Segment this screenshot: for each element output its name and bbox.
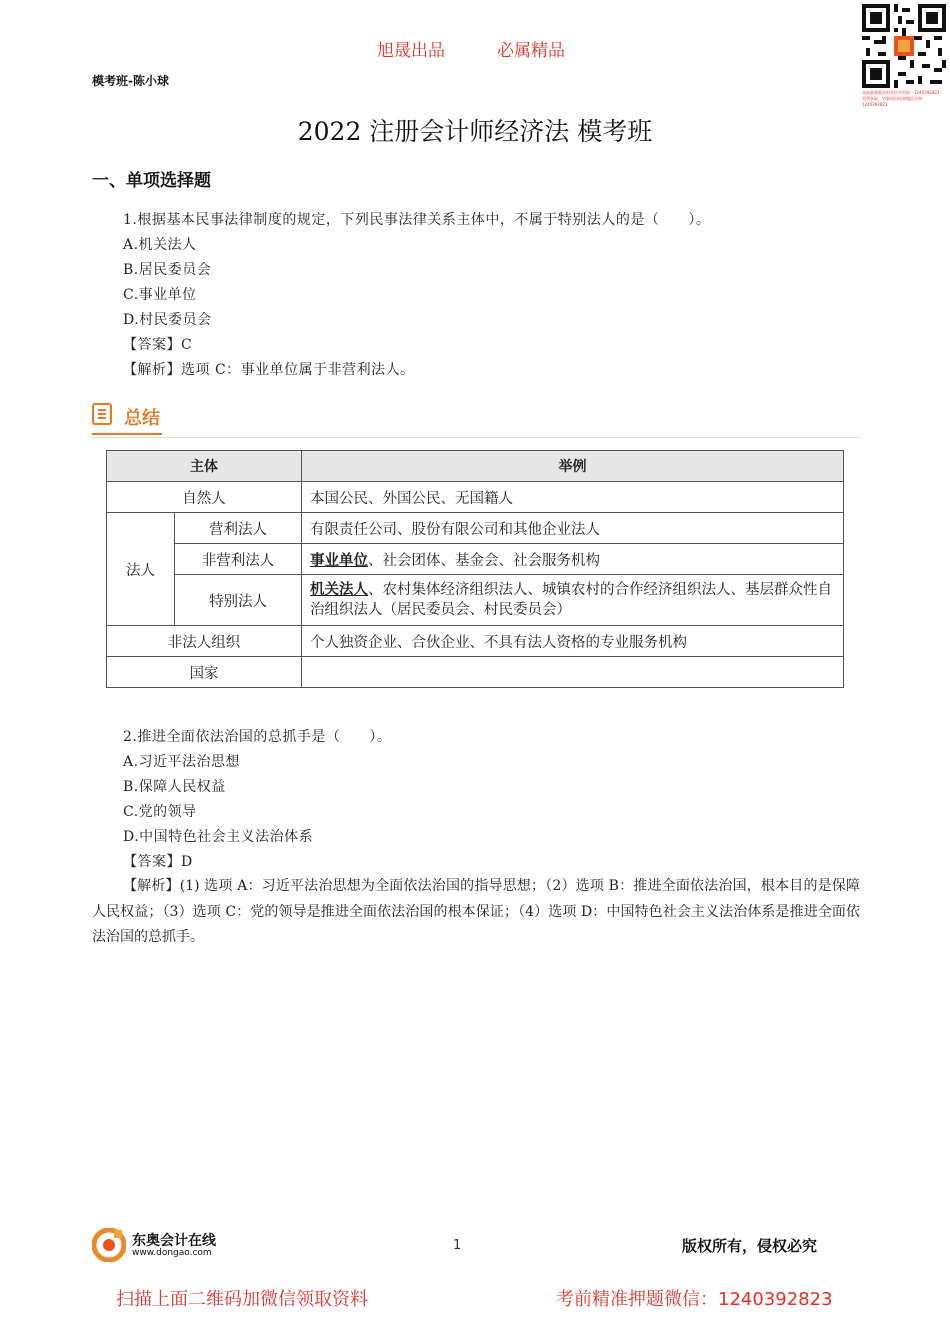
table-row [107, 513, 844, 544]
summary-underline [92, 433, 162, 435]
table-row [107, 575, 844, 626]
cell-subject: 营利法人 [175, 513, 302, 544]
q1-option-b: B.居民委员会 [123, 262, 212, 278]
header-example: 举例 [302, 451, 844, 482]
q2-option-c: C.党的领导 [123, 804, 197, 820]
q2-stem: 2.推进全面依法治国的总抓手是（ ）。 [123, 729, 392, 745]
summary-header [92, 403, 860, 438]
dongao-logo-icon [92, 1228, 126, 1262]
cell-example [302, 657, 844, 688]
cell-subject: 国家 [107, 657, 302, 688]
bottom-right-promo: 考前精准押题微信：1240392823 [556, 1289, 833, 1310]
cell-subject: 非法人组织 [107, 626, 302, 657]
q1-answer: 【答案】C [123, 337, 193, 353]
summary-label: 总结 [124, 408, 160, 429]
cell-subject: 特别法人 [175, 575, 302, 626]
qr-note-line-2: 免费获取，更新请扫码加微信咨询：1240392823 [862, 96, 926, 107]
cell-example: 个人独资企业、合伙企业、不具有法人资格的专业服务机构 [302, 626, 844, 657]
brand-right-text: 必属精品 [497, 41, 565, 61]
page-number: 1 [453, 1238, 462, 1253]
q1-option-c: C.事业单位 [123, 287, 197, 303]
highlight-text: 事业单位 [310, 551, 368, 569]
table-row [107, 482, 844, 513]
copyright-text: 版权所有，侵权必究 [682, 1237, 818, 1255]
example-rest: 、农村集体经济组织法人、城镇农村的合作经济组织法人、基层群众性自治组织法人（居民委员会、村民委员会） [310, 582, 832, 618]
cell-legal-person: 法人 [107, 513, 175, 626]
example-rest: 、社会团体、基金会、社会服务机构 [368, 552, 600, 569]
table-row [107, 626, 844, 657]
summary-list-icon [92, 403, 112, 425]
bottom-left-promo: 扫描上面二维码加微信领取资料 [116, 1289, 368, 1310]
q2-option-b: B.保障人民权益 [123, 779, 226, 795]
cell-example [302, 544, 844, 575]
q2-option-a: A.习近平法治思想 [123, 754, 241, 770]
logo-name: 东奥会计在线 [132, 1233, 216, 1249]
table-header-row [107, 451, 844, 482]
q1-option-a: A.机关法人 [123, 237, 197, 253]
q1-option-d: D.村民委员会 [123, 312, 212, 328]
highlight-text: 机关法人 [310, 581, 368, 598]
header-subject: 主体 [107, 451, 302, 482]
cell-example: 有限责任公司、股份有限公司和其他企业法人 [302, 513, 844, 544]
q1-explanation: 【解析】选项 C：事业单位属于非营利法人。 [123, 362, 415, 378]
brand-left-text: 旭晟出品 [377, 41, 445, 61]
cell-example [302, 575, 844, 626]
section-heading: 一、单项选择题 [92, 171, 211, 191]
table-row [107, 544, 844, 575]
qr-code-image [862, 4, 946, 88]
cell-subject: 自然人 [107, 482, 302, 513]
summary-table [106, 450, 844, 688]
document-title: 2022 注册会计师经济法 模考班 [297, 117, 653, 146]
q2-explanation: 【解析】(1) 选项 A：习近平法治思想为全面依法治国的指导思想；（2）选项 B：推进全面依法治国，根本目的是保障人民权益；（3）选项 C：党的领导是推进全面依法治国的根本保证；（4）选项 D：中国特色社会主义法治体系是推进全面依法治国的总抓手。 [92, 878, 860, 945]
q1-stem: 1.根据基本民事法律制度的规定，下列民事法律关系主体中，不属于特别法人的是（ ）。 [123, 212, 711, 228]
cell-example: 本国公民、外国公民、无国籍人 [302, 482, 844, 513]
course-label: 模考班-陈小球 [92, 74, 169, 88]
q2-answer: 【答案】D [123, 854, 193, 870]
logo-url: www.dongao.com [132, 1248, 212, 1258]
q2-option-d: D.中国特色社会主义法治体系 [123, 829, 314, 845]
qr-note-line-1: 获取最新版资料及更多资料：1240392823 [862, 90, 940, 95]
qr-note [862, 90, 948, 108]
cell-subject: 非营利法人 [175, 544, 302, 575]
table-row [107, 657, 844, 688]
